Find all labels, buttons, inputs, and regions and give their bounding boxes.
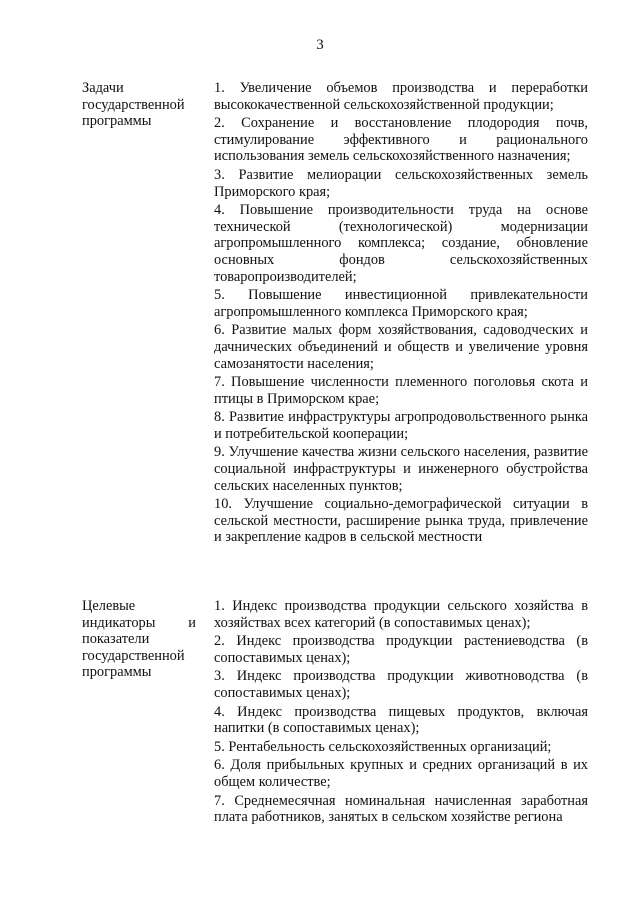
label-line: программы [82,664,152,681]
label-line: индикаторы и [82,614,196,631]
list-item: 10. Улучшение социально-демографической ситуации в сельской местности, расширение рынка труда, привлечение и закрепление кадров в сельской местности [214,496,588,546]
list-item: 7. Повышение численности племенного поголовья скота и птицы в Приморском крае; [214,374,588,407]
section-program-tasks [82,80,588,548]
list-item: 6. Доля прибыльных крупных и средних организаций в их общем количестве; [214,757,588,790]
list-item: 8. Развитие инфраструктуры агропродовольственного рынка и потребительской кооперации; [214,409,588,442]
section-label [82,598,196,828]
indicator-list [214,598,588,828]
task-list [214,80,588,548]
list-item: 4. Повышение производительности труда на основе технической (технологической) модернизации агропромышленного комплекса; создание, обновление основных фондов сельскохозяйственных товаропроизводителей; [214,202,588,285]
list-item: 4. Индекс производства пищевых продуктов, включая напитки (в сопоставимых ценах); [214,703,588,737]
label-line: государственной [82,96,185,113]
list-item: 6. Развитие малых форм хозяйствования, садоводческих и дачнических объединений и обществ и увеличение уровня самозанятости населения; [214,322,588,372]
page-number: 3 [316,37,324,53]
list-item: 5. Повышение инвестиционной привлекательности агропромышленного комплекса Приморского края; [214,287,588,320]
label-line: показатели [82,631,150,648]
list-item: 3. Развитие мелиорации сельскохозяйственных земель Приморского края; [214,166,588,200]
list-item: 3. Индекс производства продукции животноводства (в сопоставимых ценах); [214,668,588,701]
section-target-indicators [82,598,588,828]
list-item: 2. Индекс производства продукции растениеводства (в сопоставимых ценах); [214,633,588,666]
list-item: 1. Увеличение объемов производства и переработки высококачественной сельскохозяйственной продукции; [214,80,588,113]
list-item: 1. Индекс производства продукции сельского хозяйства в хозяйствах всех категорий (в сопоставимых ценах); [214,598,588,631]
section-label [82,80,196,548]
list-item: 9. Улучшение качества жизни сельского населения, развитие социальной инфраструктуры и инженерного обустройства сельских населенных пунктов; [214,444,588,494]
label-line: Задачи [82,80,124,96]
list-item: 7. Среднемесячная номинальная начисленная заработная плата работников, занятых в сельском хозяйстве региона [214,792,588,826]
label-line: программы [82,113,152,130]
list-item: 2. Сохранение и восстановление плодородия почв, стимулирование эффективного и рационального использования земель сельскохозяйственного назначения; [214,115,588,165]
label-line: государственной [82,647,185,664]
label-line: Целевые [82,598,136,614]
list-item: 5. Рентабельность сельскохозяйственных организаций; [214,738,552,755]
